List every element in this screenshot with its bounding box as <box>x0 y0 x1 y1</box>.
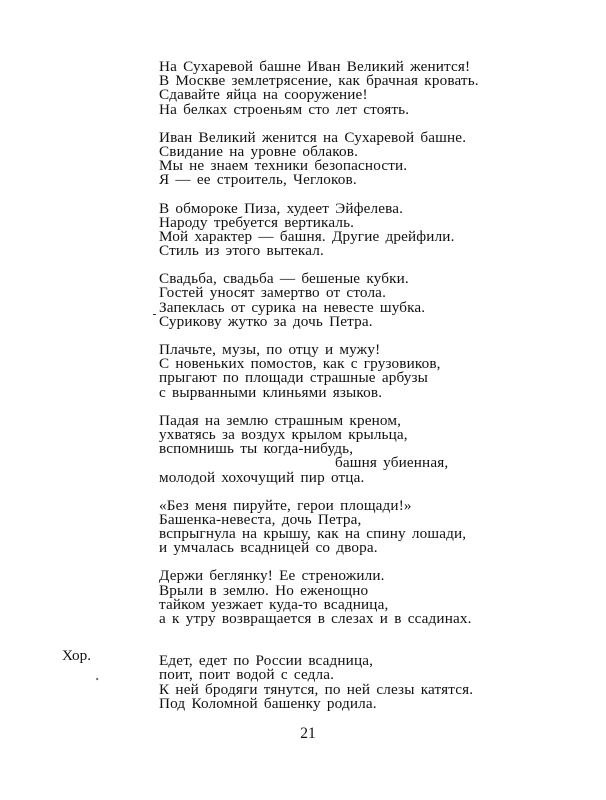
poem-line: Запеклась от сурика на невесте шубка. <box>159 298 426 316</box>
poem-line: «Без меня пируйте, герои площади!» <box>159 496 412 514</box>
poem-line: Плачьте, музы, по отцу и мужу! <box>159 341 381 358</box>
poem-line: поит, поит водой с седла. <box>159 666 335 684</box>
poem-line: Держи беглянку! Ее стреножили. <box>159 567 385 585</box>
stanza-1 <box>159 60 489 117</box>
poem-line: С новеньких помостов, как с грузовиков, <box>159 355 441 373</box>
poem-line: а к утру возвращается в слезах и в ссадинах. <box>159 610 472 627</box>
stanza-4 <box>159 272 489 329</box>
stanza-3 <box>159 199 489 260</box>
poem-line: Свадьба, свадьба — бешеные кубки. <box>159 270 409 288</box>
poem-line: На белках строеньям сто лет стоять. <box>159 100 410 118</box>
poem-line: вспомнишь ты когда-нибудь, <box>159 440 354 458</box>
speaker-label: Хор. <box>62 647 91 664</box>
poem-line: Едет, едет по России всадница, <box>159 652 374 670</box>
stanza-5 <box>159 343 489 400</box>
poem-line: Свидание на уровне облаков. <box>159 142 359 160</box>
scan-mark <box>153 314 156 315</box>
poem-line: Я — ее строитель, Чеглоков. <box>159 171 357 189</box>
poem-body <box>159 60 489 725</box>
poem-line: ухватясь за воздух крылом крыльца, <box>159 425 408 443</box>
page-number <box>0 726 606 742</box>
poem-line: Народу требуется вертикаль. <box>159 213 355 231</box>
stanza-8 <box>159 569 489 626</box>
poem-line: Сурикову жутко за дочь Петра. <box>159 312 373 330</box>
poem-line: Сдавайте яйца на сооружение! <box>159 86 368 104</box>
poem-line: с вырванными клиньями языков. <box>159 383 383 401</box>
poem-line: Стиль из этого вытекал. <box>159 242 324 260</box>
poem-line: Мы не знаем техники безопасности. <box>159 157 408 175</box>
stanza-2 <box>159 128 489 189</box>
page-number-text: 21 <box>300 725 316 742</box>
poem-line: и умчалась всадницей со двора. <box>159 539 378 557</box>
poem-line: Башенка-невеста, дочь Петра, <box>159 510 362 528</box>
poem-line: Врыли в землю. Но еженощно <box>159 581 369 599</box>
poem-line: К ней бродяги тянутся, по ней слезы катятся. <box>159 680 474 698</box>
poem-line: Гостей уносят замертво от стола. <box>159 284 387 302</box>
poem-line: прыгают по площади страшные арбузы <box>159 369 429 387</box>
poem-line: В обмороке Пиза, худеет Эйфелева. <box>159 199 404 217</box>
poem-line: Мой характер — башня. Другие дрейфили. <box>159 227 455 245</box>
poem-line: тайком уезжает куда-то всадница, <box>159 595 389 613</box>
poem-line: молодой хохочущий пир отца. <box>159 468 365 486</box>
poem-line: В Москве землетрясение, как брачная кровать. <box>159 72 479 90</box>
poem-line: Падая на землю страшным креном, <box>159 411 402 429</box>
poem-line-indented: башня убиенная, <box>335 454 449 472</box>
poem-line: вспрыгнула на крышу, как на спину лошади, <box>159 525 467 543</box>
stanza-chorus <box>159 654 489 711</box>
stanza-6 <box>159 411 489 486</box>
stanza-7 <box>159 496 489 557</box>
poem-line: Под Коломной башенку родила. <box>159 694 377 712</box>
scan-mark <box>96 678 98 680</box>
poem-line: Иван Великий женится на Сухаревой башне. <box>159 128 467 146</box>
poem-line: На Сухаревой башне Иван Великий женится! <box>159 58 471 75</box>
